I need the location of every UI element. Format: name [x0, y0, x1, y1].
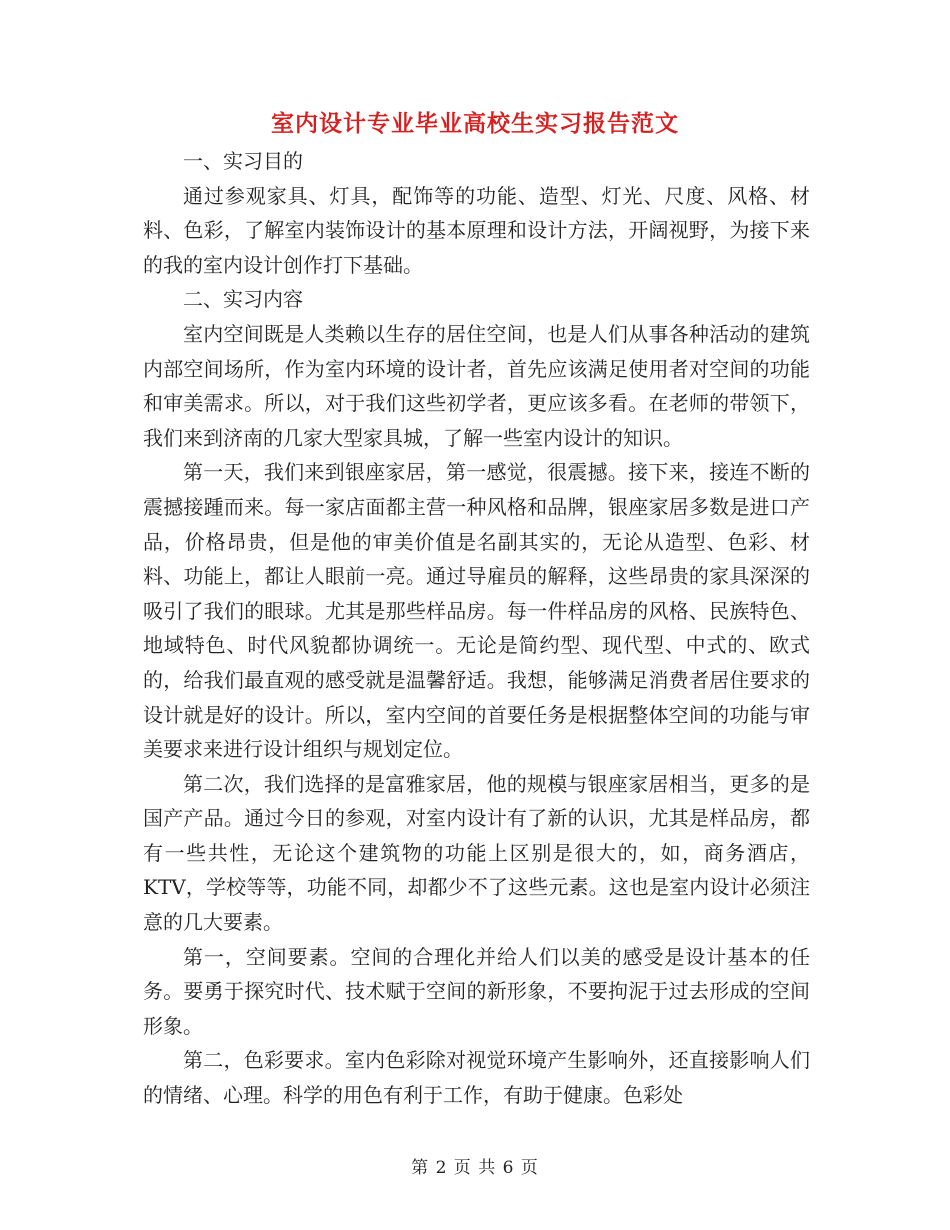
paragraph-color-element: 第二，色彩要求。室内色彩除对视觉环境产生影响外，还直接影响人们的情绪、心理。科学的用色有利于工作，有助于健康。色彩处	[143, 1048, 810, 1108]
paragraph-second-visit: 第二次，我们选择的是富雅家居，他的规模与银座家居相当，更多的是国产产品。通过今日的参观，对室内设计有了新的认识，尤其是样品房，都有一些共性，无论这个建筑物的功能上区别是很大的，如，商务酒店，KTV，学校等等，功能不同，却都少不了这些元素。这也是室内设计必须注意的几大要素。	[143, 771, 810, 935]
section-heading-content: 二、实习内容	[183, 287, 303, 312]
paragraph-intro: 室内空间既是人类赖以生存的居住空间，也是人们从事各种活动的建筑内部空间场所，作为室内环境的设计者，首先应该满足使用者对空间的功能和审美需求。所以，对于我们这些初学者，更应该多看。在老师的带领下，我们来到济南的几家大型家具城，了解一些室内设计的知识。	[143, 321, 810, 450]
page-number: 第 2 页 共 6 页	[411, 1158, 539, 1178]
paragraph-day-one: 第一天，我们来到银座家居，第一感觉，很震撼。接下来，接连不断的震撼接踵而来。每一家店面都主营一种风格和品牌，银座家居多数是进口产品，价格昂贵，但是他的审美价值是名副其实的，无论从造型、色彩、材料、功能上，都让人眼前一亮。通过导雇员的解释，这些昂贵的家具深深的吸引了我们的眼球。尤其是那些样品房。每一件样品房的风格、民族特色、地域特色、时代风貌都协调统一。无论是简约型、现代型、中式的、欧式的，给我们最直观的感受就是温馨舒适。我想，能够满足消费者居住要求的设计就是好的设计。所以，室内空间的首要任务是根据整体空间的功能与审美要求来进行设计组织与规划定位。	[143, 460, 810, 762]
document-title: 室内设计专业毕业高校生实习报告范文	[271, 110, 679, 137]
section-heading-purpose: 一、实习目的	[183, 149, 303, 173]
document-body	[143, 144, 810, 1113]
paragraph-space-element: 第一，空间要素。空间的合理化并给人们以美的感受是设计基本的任务。要勇于探究时代、技术赋于空间的新形象，不要拘泥于过去形成的空间形象。	[143, 944, 810, 1038]
paragraph-purpose: 通过参观家具、灯具，配饰等的功能、造型、灯光、尺度、风格、材料、色彩，了解室内装饰设计的基本原理和设计方法，开阔视野，为接下来的我的室内设计创作打下基础。	[143, 183, 810, 277]
